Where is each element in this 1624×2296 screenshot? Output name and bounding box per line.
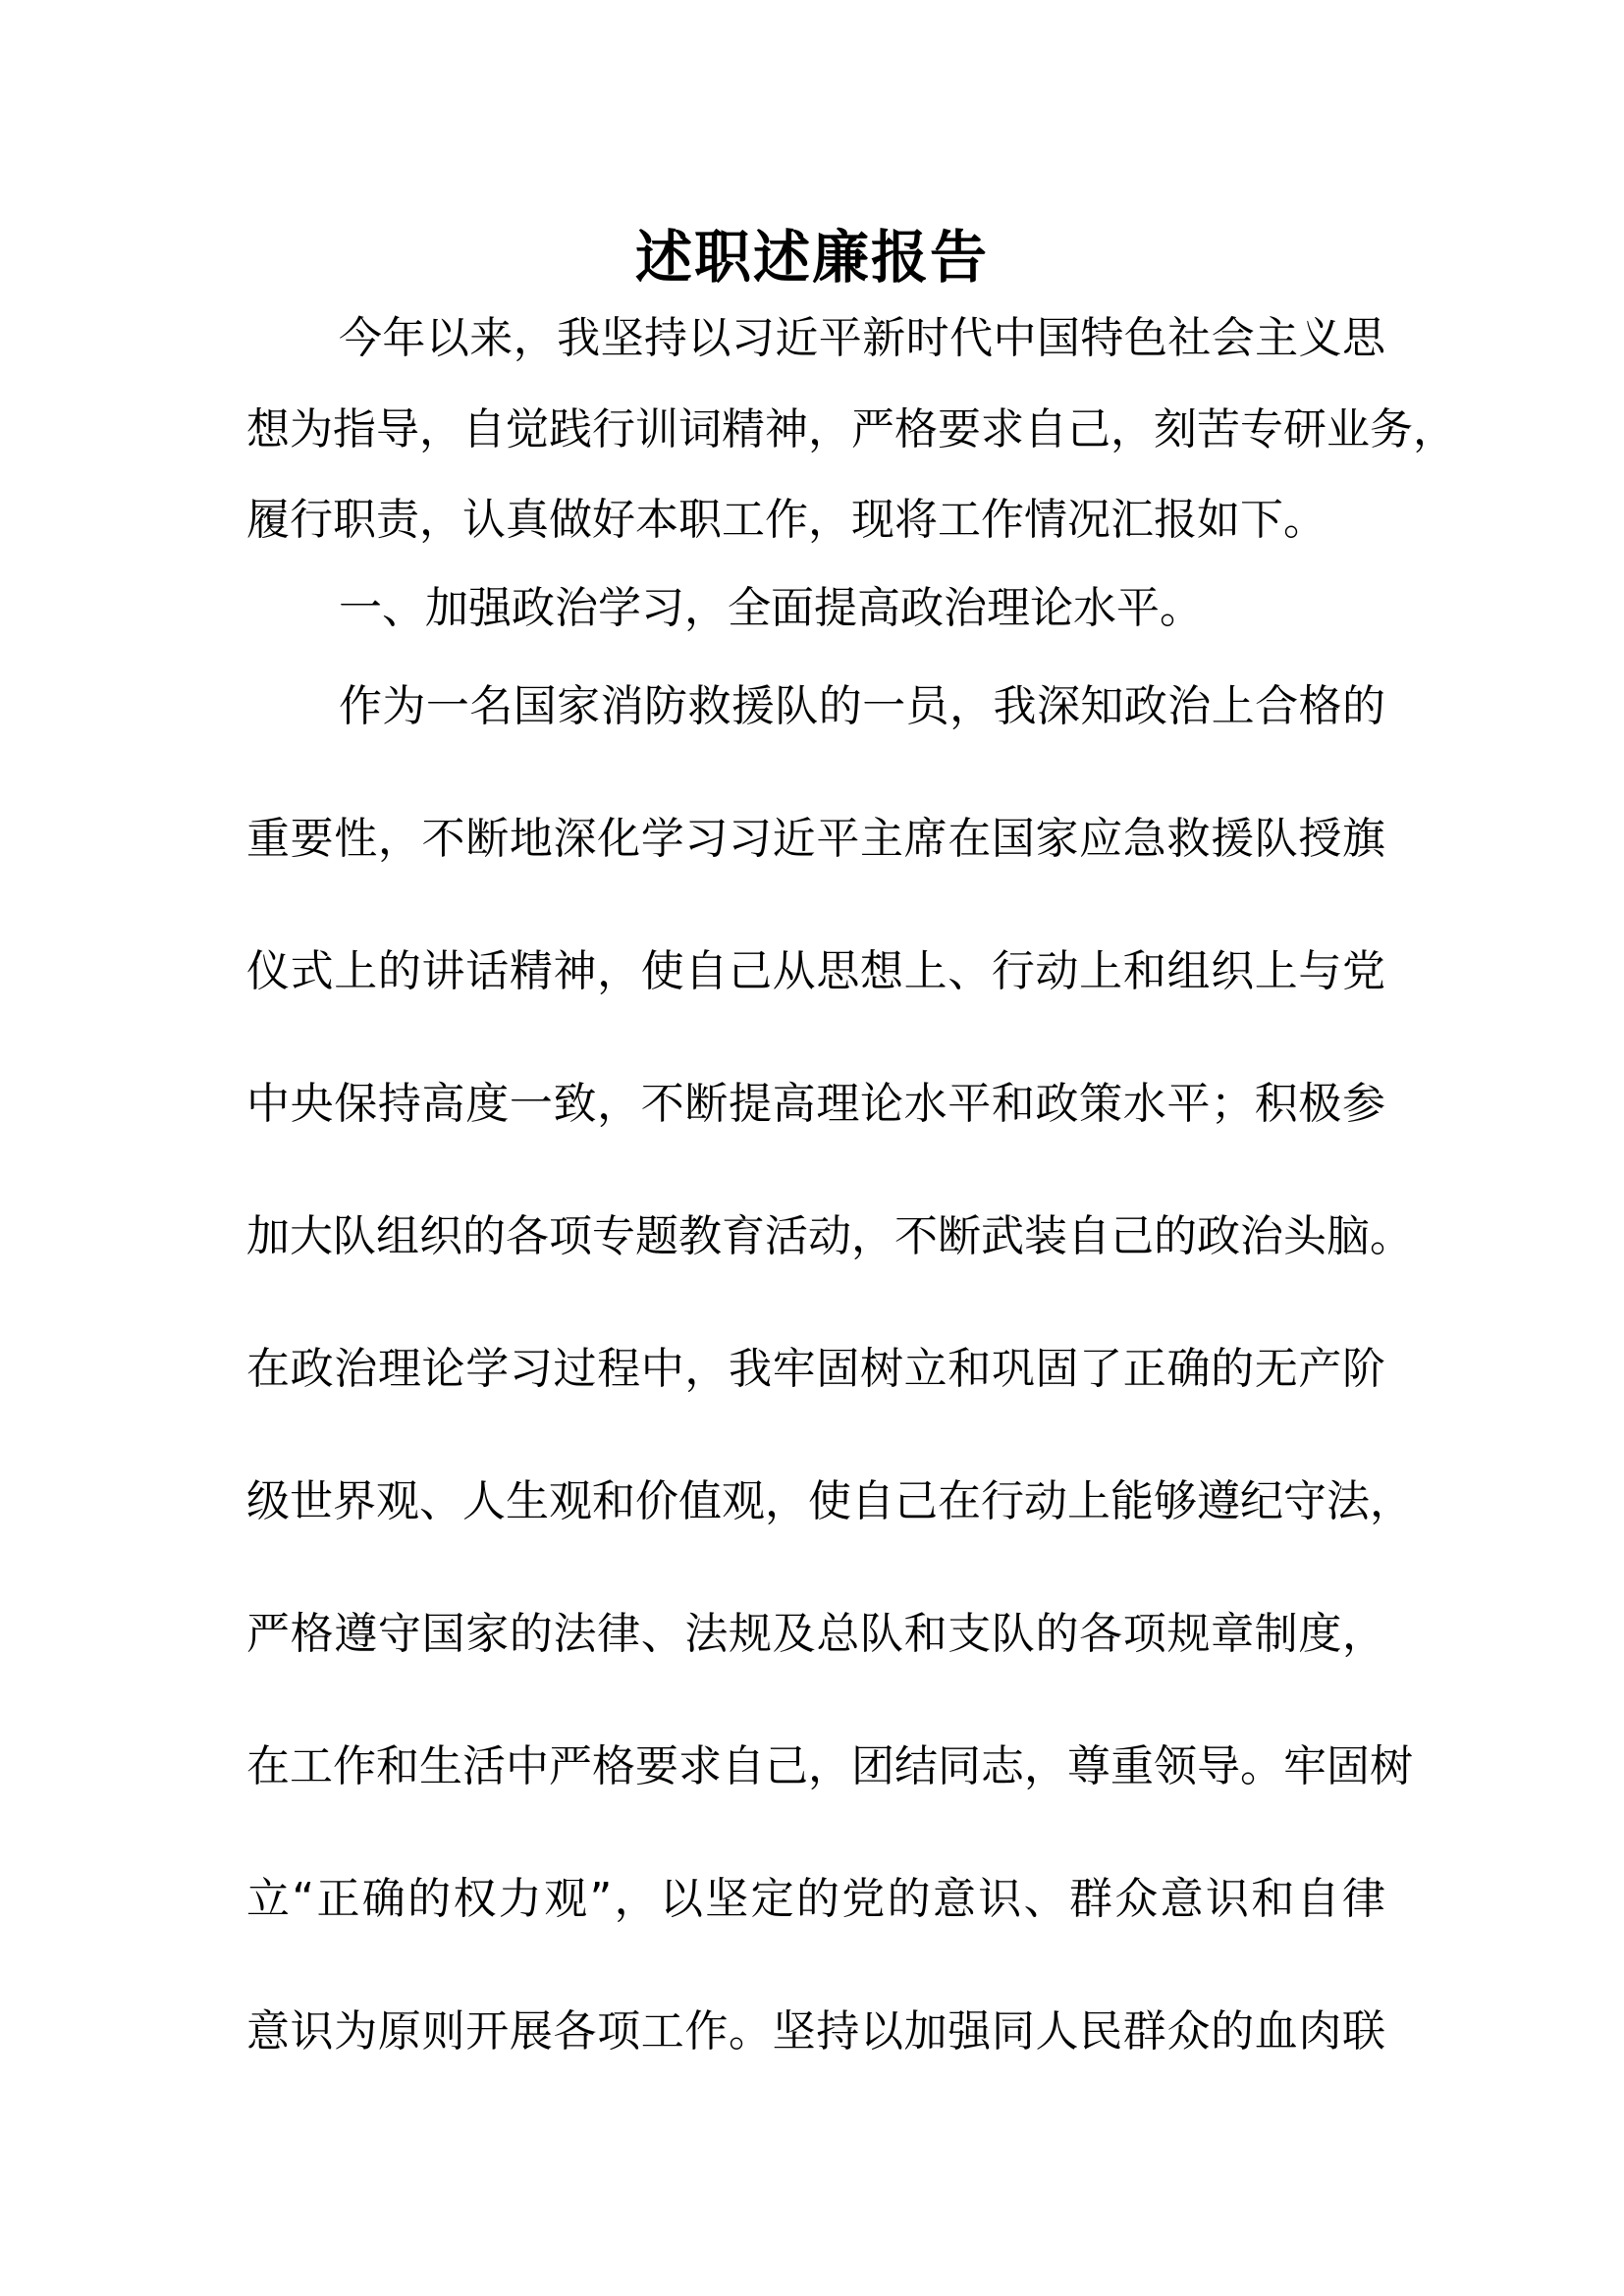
paragraph-line: 在工作和生活中严格要求自己，团结同志，尊重领导。牢固树 [246,1741,1413,1791]
paragraph-line: 履行职责，认真做好本职工作，现将工作情况汇报如下。 [246,495,1326,545]
paragraph-line: 想为指导，自觉践行训词精神，严格要求自己，刻苦专研业务， [246,404,1456,454]
paragraph-line: 作为一名国家消防救援队的一员，我深知政治上合格的 [339,681,1385,731]
paragraph-line: 中央保持高度一致，不断提高理论水平和政策水平；积极参 [246,1079,1385,1129]
paragraph-line: 加大队组织的各项专题教育活动，不断武装自己的政治头脑。 [246,1211,1413,1261]
paragraph-line: 级世界观、人生观和价值观，使自己在行动上能够遵纪守法， [246,1476,1413,1526]
paragraph-line: 严格遵守国家的法律、法规及总队和支队的各项规章制度， [246,1609,1385,1659]
paragraph-line: 仪式上的讲话精神，使自己从思想上、行动上和组织上与党 [246,946,1385,996]
paragraph-line: 意识为原则开展各项工作。坚持以加强同人民群众的血肉联 [246,2006,1385,2056]
paragraph-line: 立“正确的权力观”，以坚定的党的意识、群众意识和自律 [246,1874,1385,1924]
paragraph-line: 在政治理论学习过程中，我牢固树立和巩固了正确的无产阶 [246,1344,1385,1394]
paragraph-line: 重要性，不断地深化学习习近平主席在国家应急救援队授旗 [246,814,1385,864]
paragraph-line: 今年以来，我坚持以习近平新时代中国特色社会主义思 [339,313,1385,363]
document-title: 述职述廉报告 [634,224,989,291]
section-heading: 一、加强政治学习，全面提高政治理论水平。 [339,583,1203,633]
